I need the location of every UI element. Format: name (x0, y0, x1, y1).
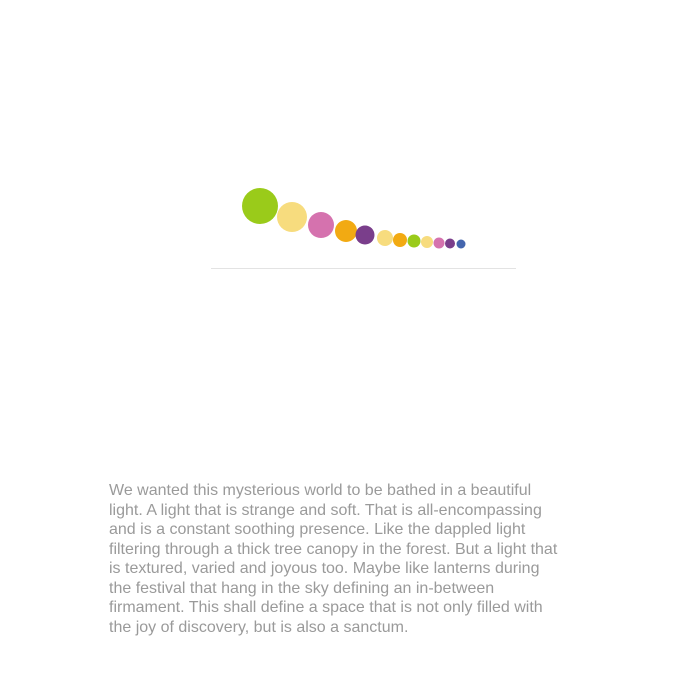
dot-green (242, 188, 278, 224)
dot-orange (335, 220, 357, 242)
dot-orange (393, 233, 407, 247)
body-paragraph: We wanted this mysterious world to be bathed in a beautiful light. A light that is strange and soft. That is all-encompassing and is a constant soothing presence. Like the dappled light filtering through a thick tree canopy in the forest. But a light that is textured, varied and joyous too. Maybe like lanterns during the festival that hang in the sky defining an in-between firmament. This shall define a space that is not only filled with the joy of discovery, but is also a sanctum. (109, 482, 558, 636)
dot-blue (457, 240, 466, 249)
dot-pink (308, 212, 334, 238)
dot-green (408, 235, 421, 248)
dot-purple (445, 239, 455, 249)
dot-pink (434, 238, 445, 249)
dot-yellow (277, 202, 307, 232)
divider-line (211, 268, 516, 269)
dot-purple (356, 226, 375, 245)
dot-yellow (421, 236, 433, 248)
dot-yellow (377, 230, 393, 246)
